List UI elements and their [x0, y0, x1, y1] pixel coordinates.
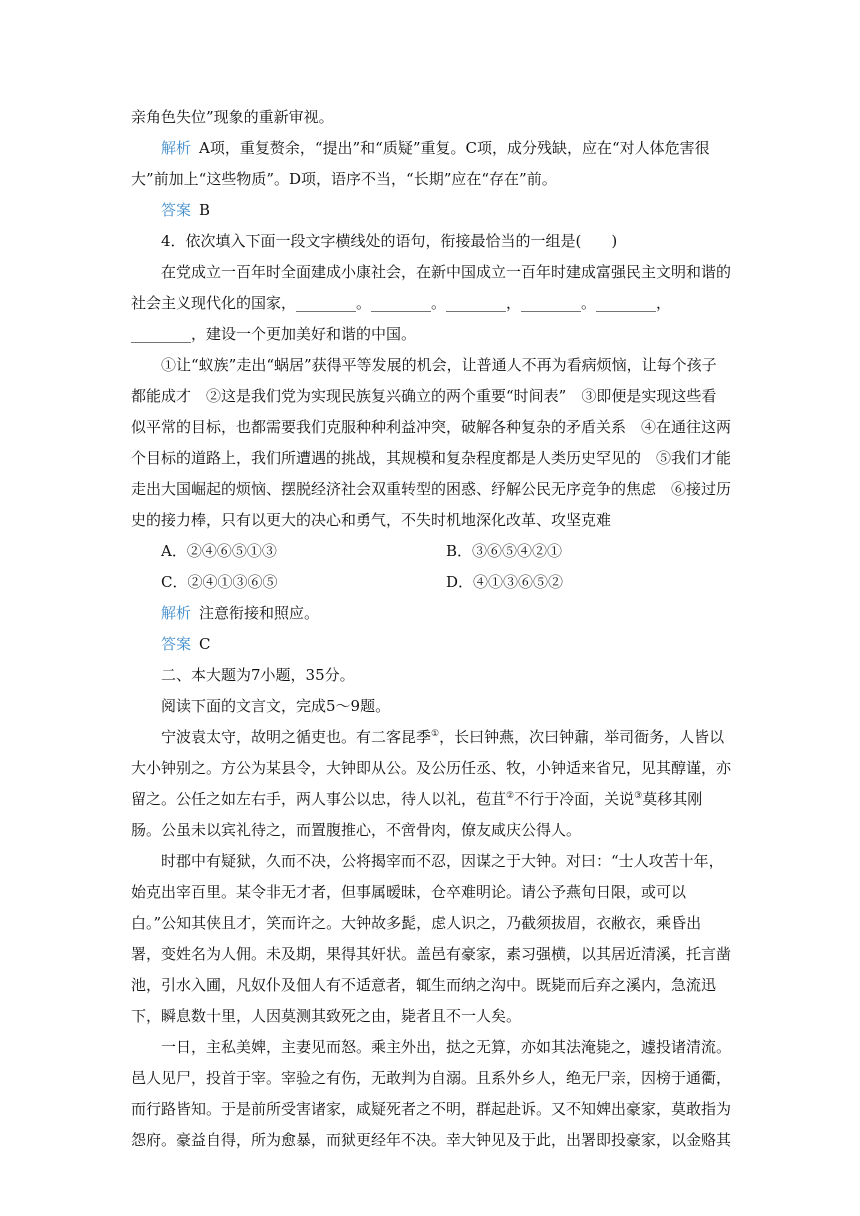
footnote-marker: ①: [431, 729, 440, 739]
q3-answer: [131, 195, 731, 226]
passage-text: ，长曰钟燕，次曰钟鼐，举司衙务，人皆以大小钟别之。方公为某县令，大钟即从公。及公历任丞、牧，小钟适来省兄，见其醇谨，亦留之。公任之如左右手，两人事公以忠，待人以礼，苞苴: [131, 728, 732, 808]
section-heading: 二、本大题为7小题，35分。: [161, 666, 355, 684]
q4-options-row-1: [131, 536, 731, 567]
answer-text: B: [199, 201, 211, 219]
analysis-label: 解析: [161, 139, 192, 157]
passage-text: 莫移其刚肠。公虽未以宾礼待之，而置腹推心，不啻骨肉，僚友咸庆公得人。: [131, 790, 703, 839]
footnote-marker: ③: [634, 791, 643, 801]
q4-analysis: [131, 598, 731, 629]
section-instruction: 阅读下面的文言文，完成5～9题。: [161, 697, 391, 715]
passage-text: 不行于冷面，关说: [514, 790, 635, 808]
q4-options-row-2: [131, 567, 731, 598]
q3-analysis: [131, 133, 731, 195]
option-d: D．④①③⑥⑤②: [446, 573, 564, 591]
option-b: B．③⑥⑤④②①: [446, 542, 563, 560]
analysis-label: 解析: [161, 604, 192, 622]
passage-paragraph-1: [131, 722, 731, 846]
footnote-marker: ②: [506, 791, 515, 801]
q4-items: ①让“蚁族”走出“蜗居”获得平等发展的机会，让普通人不再为看病烦恼，让每个孩子都能成才 ②这是我们党为实现民族复兴确立的两个重要“时间表” ③即便是实现这些看似平常的目标，也都需要我们克服种种利益冲突，破解各种复杂的矛盾关系 ④在通往这两个目标的道路上，我们所遭遇的挑战，其规模和复杂程度都是人类历史罕见的 ⑤我们才能走出大国崛起的烦恼、摆脱经济社会双重转型的困惑、纾解公民无序竞争的焦虑 ⑥接过历史的接力棒，只有以更大的决心和勇气，不失时机地深化改革、攻坚克难: [131, 356, 732, 529]
q4-answer: [131, 629, 731, 660]
document-body: [131, 102, 731, 1156]
passage-text: 宁波袁太守，故明之循吏也。有二客昆季: [161, 728, 432, 746]
q3-tail: 亲角色失位”现象的重新审视。: [131, 108, 334, 126]
q4-stem: 4．依次填入下面一段文字横线处的语句，衔接最恰当的一组是( ): [161, 232, 618, 250]
analysis-text: 注意衔接和照应。: [199, 604, 320, 622]
answer-label: 答案: [161, 635, 192, 653]
analysis-text: A项，重复赘余，“提出”和“质疑”重复。C项，成分残缺，应在“对人体危害很大”前加上“这些物质”。D项，语序不当，“长期”应在“存在”前。: [131, 139, 710, 188]
answer-label: 答案: [161, 201, 192, 219]
option-c: C．②④①③⑥⑤: [161, 573, 278, 591]
option-a: A．②④⑥⑤①③: [161, 542, 277, 560]
passage-paragraph-2: 时郡中有疑狱，久而不决，公将揭宰而不忍，因谋之于大钟。对曰：“士人攻苦十年，始克出宰百里。某令非无才者，但事属暧昧，仓卒难明论。请公予燕旬日限，或可以白。”公知其侠且才，笑而许之。大钟故多髭，虑人识之，乃截须拔眉，衣敝衣，乘昏出署，变姓名为人佣。未及期，果得其奸状。盖邑有豪家，素习强横，以其居近清溪，托言凿池，引水入圃，凡奴仆及佃人有不适意者，辄生而纳之沟中。既毙而后弃之溪内，急流迅下，瞬息数十里，人因莫测其致死之由，毙者且不一人矣。: [131, 852, 732, 1025]
answer-text: C: [199, 635, 211, 653]
q4-passage: 在党成立一百年时全面建成小康社会，在新中国成立一百年时建成富强民主文明和谐的社会主义现代化的国家，________。________。________，________。________，________，建设一个更加美好和谐的中国。: [131, 263, 732, 343]
passage-paragraph-3: 一日，主私美婢，主妻见而怒。乘主外出，挞之无算，亦如其法淹毙之，遽投诸清流。邑人见尸，投首于宰。宰验之有伤，无敢判为自溺。且系外乡人，绝无尸亲，因榜于通衢，而行路皆知。于是前所受害诸家，咸疑死者之不明，群起赴诉。又不知婢出豪家，莫敢指为怨府。豪益自得，所为愈暴，而狱更经年不决。幸大钟见及于此，出署即投豪家，以金赂其: [131, 1038, 732, 1149]
